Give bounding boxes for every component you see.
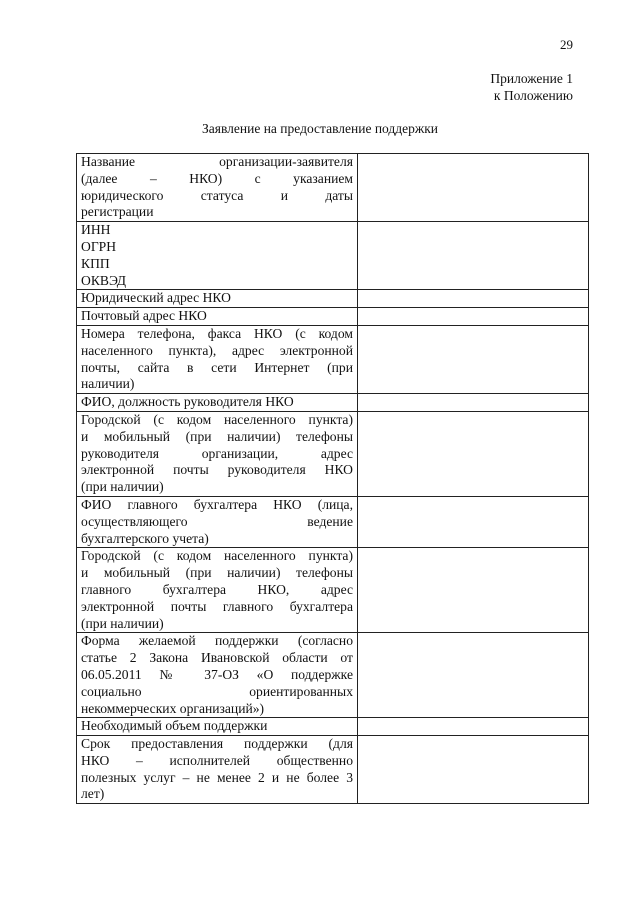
field-label [77,548,358,633]
field-label-line: и мобильный (при наличии) телефоны [81,428,353,444]
field-label [77,394,358,412]
field-label-line: осуществляющего ведение [81,513,353,529]
field-label-line: электронной почты руководителя НКО [81,462,353,478]
field-label-line: Юридический адрес НКО [81,290,231,306]
field-value-cell[interactable] [358,308,589,326]
field-label-line: статье 2 Закона Ивановской области от [81,650,353,666]
field-label-line: Название организации-заявителя [81,154,353,169]
field-label-line: Городской (с кодом населенного пункта) [81,411,353,427]
field-label [77,325,358,393]
field-label-line: Форма желаемой поддержки (согласно [81,633,353,649]
appendix-line-2: к Положению [493,88,573,103]
page-number: 29 [560,37,573,52]
form-row [77,290,589,308]
form-row [77,394,589,412]
field-label-line: наличии) [81,376,135,392]
field-label-line: Номера телефона, факса НКО (с кодом [81,325,353,341]
field-label-line: и мобильный (при наличии) телефоны [81,565,353,581]
field-label-line: КПП [81,255,110,271]
field-label-line: руководителя организации, адрес [81,445,353,461]
form-row [77,154,589,222]
field-value-cell[interactable] [358,736,589,804]
form-row [77,308,589,326]
field-label-line: главного бухгалтера НКО, адрес [81,581,353,597]
form-table-body [77,154,589,804]
field-label-line: ФИО, должность руководителя НКО [81,394,294,410]
field-label-line: регистрации [81,204,154,220]
field-label-line: ИНН [81,222,111,238]
field-label-line: почты, сайта в сети Интернет (при [81,359,353,375]
field-label [77,308,358,326]
field-label [77,633,358,718]
field-label-line: социально ориентированных [81,683,353,699]
field-value-cell[interactable] [358,496,589,547]
field-label-line: лет) [81,786,105,802]
form-row [77,633,589,718]
field-value-cell[interactable] [358,290,589,308]
field-label-line: (далее – НКО) с указанием [81,170,353,186]
field-label-line: юридического статуса и даты [81,187,353,203]
field-label [77,411,358,496]
form-row [77,548,589,633]
field-label-line: (при наличии) [81,479,164,495]
field-label [77,222,358,290]
field-label-line: Почтовый адрес НКО [81,308,207,324]
field-value-cell[interactable] [358,718,589,736]
field-label [77,496,358,547]
field-label-line: электронной почты главного бухгалтера [81,598,353,614]
document-title: Заявление на предоставление поддержки [201,121,438,136]
field-label-line: Необходимый объем поддержки [81,718,268,734]
field-label-line: ОКВЭД [81,272,127,288]
field-label-line: (при наличии) [81,615,164,631]
form-row [77,325,589,393]
form-row [77,736,589,804]
field-value-cell[interactable] [358,411,589,496]
field-label-line: некоммерческих организаций») [81,700,265,716]
field-label-line: ФИО главного бухгалтера НКО (лица, [81,496,353,512]
field-value-cell[interactable] [358,548,589,633]
field-label-line: полезных услуг – не менее 2 и не более 3 [81,769,353,785]
appendix-line-1: Приложение 1 [490,71,573,86]
application-form-table [76,153,589,804]
form-row [77,411,589,496]
form-row [77,222,589,290]
field-value-cell[interactable] [358,325,589,393]
field-value-cell[interactable] [358,633,589,718]
field-label-line: Городской (с кодом населенного пункта) [81,548,353,564]
field-label [77,290,358,308]
field-label-line: НКО – исполнителей общественно [81,752,353,768]
field-label-line: населенного пункта), адрес электронной [81,342,353,358]
field-value-cell[interactable] [358,222,589,290]
field-label [77,154,358,222]
field-label-line: бухгалтерского учета) [81,530,209,546]
field-label-line: Срок предоставления поддержки (для [81,736,353,752]
field-label [77,718,358,736]
field-label [77,736,358,804]
field-label-line: 06.05.2011 № 37-ОЗ «О поддержке [81,666,353,682]
field-label-line: ОГРН [81,238,117,254]
form-row [77,496,589,547]
field-value-cell[interactable] [358,394,589,412]
appendix-reference [490,70,573,104]
form-row [77,718,589,736]
field-value-cell[interactable] [358,154,589,222]
